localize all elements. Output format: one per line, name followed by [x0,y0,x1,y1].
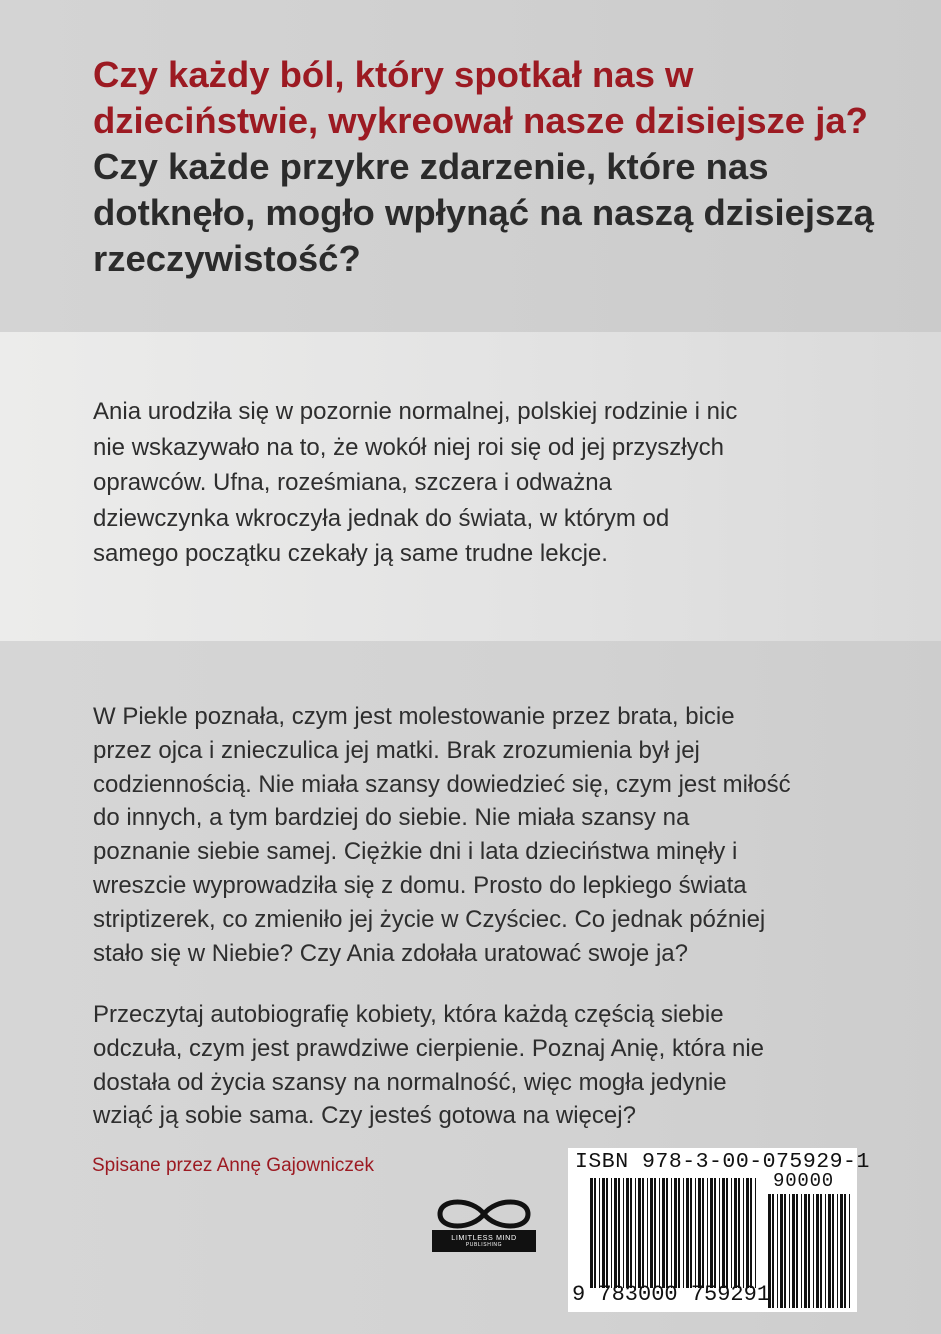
barcode-bar [726,1178,728,1288]
barcode-bar [840,1194,843,1308]
barcode-bar [623,1178,624,1288]
barcode-bar [642,1178,644,1288]
barcode-bar [626,1178,629,1288]
publisher-subtitle: PUBLISHING [465,1242,503,1248]
publisher-logo [432,1194,536,1258]
publisher-name: LIMITLESS MIND [451,1233,517,1242]
barcode-bar [731,1178,732,1288]
barcode-bar [707,1178,708,1288]
price-addon-code: 90000 [773,1170,835,1192]
barcode-bar [602,1178,605,1288]
barcode-digits: 9 783000 759291 [572,1282,771,1307]
barcode-bar [599,1178,600,1288]
barcode-bar [849,1194,850,1308]
barcode-bar [746,1178,749,1288]
call-to-action-paragraph: Przeczytaj autobiografię kobiety, która każdą częścią siebie odczuła, czym jest prawdziwe cierpienie. Poznaj Anię, która nie dostała od życia szansy na normalność, więc mogła jedynie wziąć ją sobie sama. Czy jesteś gotowa na więcej? [93,1001,764,1130]
barcode-bar [792,1194,795,1308]
barcode-bar [789,1194,790,1308]
barcode-bar [686,1178,689,1288]
barcode-bar [820,1194,822,1308]
barcode-bar [734,1178,737,1288]
isbn-barcode [568,1148,870,1312]
barcode-bar [611,1178,612,1288]
barcode-bar [671,1178,672,1288]
barcode-bar [594,1178,596,1288]
barcode-bar [606,1178,608,1288]
barcode-bar [816,1194,819,1308]
barcode-bar [844,1194,846,1308]
barcode-bar [638,1178,641,1288]
barcode-bar [755,1178,756,1288]
barcode-bar [750,1178,752,1288]
barcode-bar [796,1194,798,1308]
barcode-bar [630,1178,632,1288]
barcode-bar [690,1178,692,1288]
barcode-bar [772,1194,774,1308]
barcode-bar [804,1194,807,1308]
barcode-bar [825,1194,826,1308]
author-credit: Spisane przez Annę Gajowniczek [92,1155,374,1176]
barcode-bar [719,1178,720,1288]
barcode-bar [784,1194,786,1308]
barcode-bar [702,1178,704,1288]
barcode-bar [647,1178,648,1288]
headline [93,52,893,282]
barcode-bar [780,1194,783,1308]
barcode-bar [714,1178,716,1288]
barcode-bar [813,1194,814,1308]
barcode-bar [777,1194,778,1308]
barcode-bar [695,1178,696,1288]
infinity-icon [432,1194,536,1234]
barcode-bar [832,1194,834,1308]
barcode-bar [743,1178,744,1288]
barcode-bar [683,1178,684,1288]
barcode-bar [635,1178,636,1288]
story-paragraph: W Piekle poznała, czym jest molestowanie przez brata, bicie przez ojca i znieczulica jej matki. Brak zrozumienia był jej codziennością. Nie miała szansy dowiedzieć się, czym jest miłość do innych, a tym bardziej do siebie. Nie miała szansy na poznanie siebie samej. Ciężkie dni i lata dzieciństwa minęły i wreszcie wyprowadziła się z domu. Prosto do lepkiego świata striptizerek, co zmieniło jej życie w Czyściec. Co jednak później stało się w Niebie? Czy Ania zdołała uratować swoje ja? [93,703,791,967]
barcode-bar [618,1178,620,1288]
barcode-bar [678,1178,680,1288]
barcode-bar [654,1178,656,1288]
barcode-bar [674,1178,677,1288]
barcode-bar [801,1194,802,1308]
headline-question-red: Czy każdy ból, który spotkał nas w dzieciństwie, wykreował nasze dzisiejsze ja? [93,54,868,141]
barcode-bar [828,1194,831,1308]
barcode-bar [738,1178,740,1288]
intro-paragraph: Ania urodziła się w pozornie normalnej, polskiej rodzinie i nic nie wskazywało na to, że wokół niej roi się od jej przyszłych oprawców. Ufna, roześmiana, szczera i odważna dziewczynka wkroczyła jednak do świata, w którym od samego początku czekały ją same trudne lekcje. [93,398,738,568]
barcode-bar [808,1194,810,1308]
barcode-bar [650,1178,653,1288]
barcode-bar [698,1178,701,1288]
barcode-bar [614,1178,617,1288]
barcode-bar [722,1178,725,1288]
isbn-label: ISBN 978-3-00-075929-1 [575,1150,870,1174]
barcode-bar [837,1194,838,1308]
publisher-name-bar [432,1230,536,1252]
barcode-bar [666,1178,668,1288]
barcode-bar [659,1178,660,1288]
barcode-bar [662,1178,665,1288]
barcode-bar [590,1178,593,1288]
barcode-bar [710,1178,713,1288]
headline-question-dark: Czy każde przykre zdarzenie, które nas dotknęło, mogło wpłynąć na naszą dzisiejszą rzeczywistość? [93,146,874,279]
